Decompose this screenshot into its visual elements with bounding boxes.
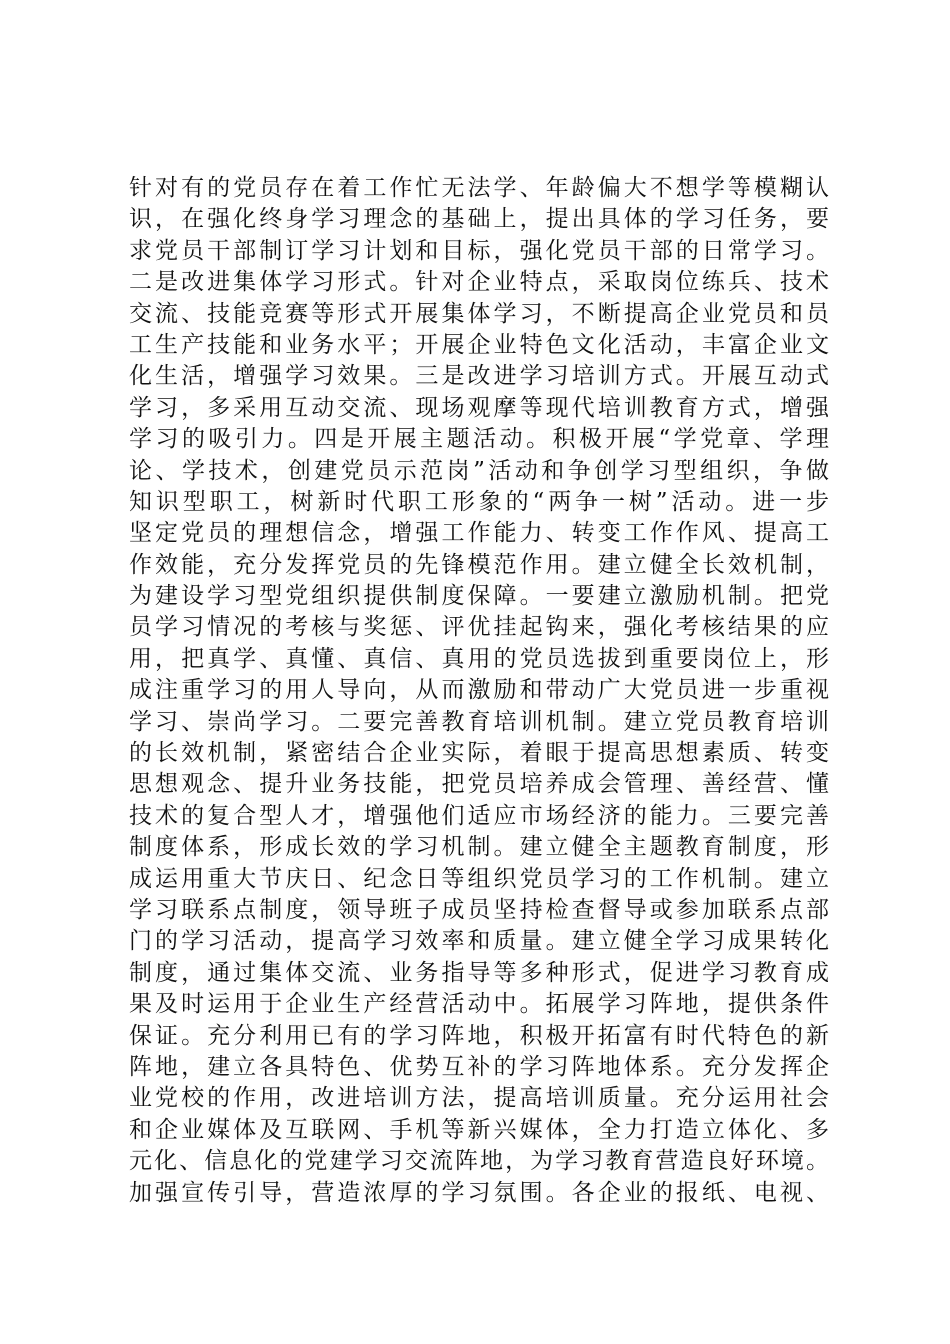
text-line: 知识型职工，树新时代职工形象的“两争一树”活动。进一步 [129,488,829,515]
text-line: 学习的吸引力。四是开展主题活动。积极开展“学党章、学理 [129,426,829,453]
text-line: 员学习情况的考核与奖惩、评优挂起钩来，强化考核结果的应 [129,614,829,641]
text-line: 果及时运用于企业生产经营活动中。拓展学习阵地，提供条件 [129,991,829,1018]
text-line: 学习联系点制度，领导班子成员坚持检查督导或参加联系点部 [129,896,829,923]
text-line: 加强宣传引导，营造浓厚的学习氛围。各企业的报纸、电视、 [129,1179,829,1206]
text-line: 论、学技术，创建党员示范岗”活动和争创学习型组织，争做 [129,457,829,484]
body-text [129,173,829,1209]
text-line: 作效能，充分发挥党员的先锋模范作用。建立健全长效机制， [129,551,829,578]
text-line: 成运用重大节庆日、纪念日等组织党员学习的工作机制。建立 [129,865,829,892]
text-line: 制度体系，形成长效的学习机制。建立健全主题教育制度，形 [129,834,829,861]
text-line: 业党校的作用，改进培训方法，提高培训质量。充分运用社会 [129,1085,829,1112]
text-line: 工生产技能和业务水平；开展企业特色文化活动，丰富企业文 [129,331,829,358]
text-line: 二是改进集体学习形式。针对企业特点，采取岗位练兵、技术 [129,269,829,296]
text-line: 成注重学习的用人导向，从而激励和带动广大党员进一步重视 [129,677,829,704]
text-line: 识，在强化终身学习理念的基础上，提出具体的学习任务，要 [129,206,829,233]
text-line: 交流、技能竞赛等形式开展集体学习，不断提高企业党员和员 [129,300,829,327]
text-line: 针对有的党员存在着工作忙无法学、年龄偏大不想学等模糊认 [129,175,829,201]
text-line: 和企业媒体及互联网、手机等新兴媒体，全力打造立体化、多 [129,1116,829,1143]
text-line: 求党员干部制订学习计划和目标，强化党员干部的日常学习。 [129,237,829,264]
text-line: 学习、崇尚学习。二要完善教育培训机制。建立党员教育培训 [129,708,829,735]
text-line: 学习，多采用互动交流、现场观摩等现代培训教育方式，增强 [129,394,829,421]
text-line: 坚定党员的理想信念，增强工作能力、转变工作作风、提高工 [129,520,829,547]
text-line: 化生活，增强学习效果。三是改进学习培训方式。开展互动式 [129,363,829,390]
text-line: 制度，通过集体交流、业务指导等多种形式，促进学习教育成 [129,959,829,986]
text-line: 元化、信息化的党建学习交流阵地，为学习教育营造良好环境。 [129,1148,829,1175]
text-line: 技术的复合型人才，增强他们适应市场经济的能力。三要完善 [129,802,829,829]
text-line: 保证。充分利用已有的学习阵地，积极开拓富有时代特色的新 [129,1022,829,1049]
text-line: 思想观念、提升业务技能，把党员培养成会管理、善经营、懂 [129,771,829,798]
text-line: 门的学习活动，提高学习效率和质量。建立健全学习成果转化 [129,928,829,955]
text-line: 用，把真学、真懂、真信、真用的党员选拔到重要岗位上，形 [129,645,829,672]
text-line: 为建设学习型党组织提供制度保障。一要建立激励机制。把党 [129,583,829,610]
text-line: 阵地，建立各具特色、优势互补的学习阵地体系。充分发挥企 [129,1053,829,1080]
text-line: 的长效机制，紧密结合企业实际，着眼于提高思想素质、转变 [129,740,829,767]
